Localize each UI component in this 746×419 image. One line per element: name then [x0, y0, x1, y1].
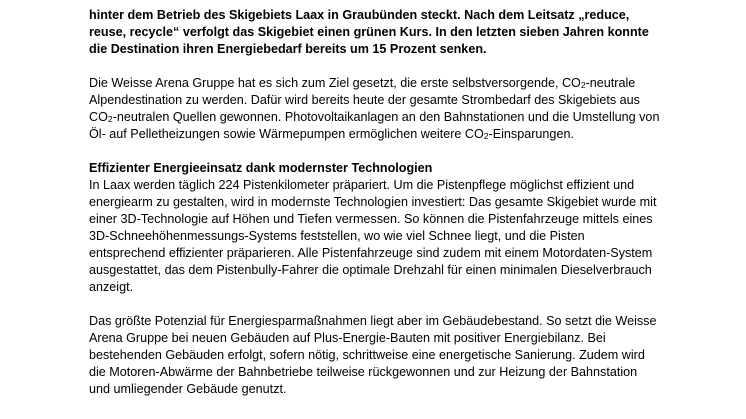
subscript: 2	[580, 80, 586, 90]
subscript: 2	[107, 114, 113, 124]
intro-line: reuse, recycle“ verfolgt das Skigebiet einen grünen Kurs. In den letzten sieben Jahren konnte	[89, 25, 649, 39]
paragraph-line: ausgestattet, das dem Pistenbully-Fahrer die optimale Drehzahl für einen minimalen Dieselverbrauch	[89, 263, 652, 277]
text-run: CO	[89, 110, 108, 124]
paragraph-line: einer 3D-Technologie auf Höhen und Tiefen vermessen. So können die Pistenfahrzeuge mittels eines	[89, 212, 653, 226]
intro-line: die Destination ihren Energiebedarf bereits um 15 Prozent senken.	[89, 42, 487, 56]
paragraph-line: Alpendestination zu werden. Dafür wird bereits heute der gesamte Strombedarf des Skigebiets aus	[89, 93, 640, 107]
subscript: 2	[483, 131, 489, 141]
paragraph-line: 3D-Schneehöhenmessungs-Systems feststellen, wo wie viel Schnee liegt, und die Pisten	[89, 229, 585, 243]
paragraph-line: die Motoren-Abwärme der Bahnbetriebe teilweise rückgewonnen und zur Heizung der Bahnstation	[89, 365, 638, 379]
paragraph-line: Das größte Potenzial für Energiesparmaßnahmen liegt aber im Gebäudebestand. So setzt die Weisse	[89, 314, 657, 328]
section-heading: Effizienter Energieeinsatz dank modernster Technologien	[89, 161, 433, 175]
paragraph-line: energiearm zu gestalten, wird in modernste Technologien investiert: Das gesamte Skigebiet wurde mit	[89, 195, 657, 209]
text-run: Die Weisse Arena Gruppe hat es sich zum Ziel gesetzt, die erste selbstversorgende, CO	[89, 76, 581, 90]
paragraph-line: Arena Gruppe bei neuen Gebäuden auf Plus-Energie-Bauten mit positiver Energiebilanz. Bei	[89, 331, 606, 345]
text-run: Öl- auf Pelletheizungen sowie Wärmepumpen ermöglichen weitere CO	[89, 127, 484, 141]
intro-line: hinter dem Betrieb des Skigebiets Laax in Graubünden steckt. Nach dem Leitsatz „reduce,	[89, 8, 630, 22]
paragraph-line	[89, 126, 574, 145]
text-run: -neutrale	[585, 76, 636, 90]
paragraph-line: und umliegender Gebäude genutzt.	[89, 382, 287, 396]
paragraph-line: anzeigt.	[89, 280, 134, 294]
paragraph-line: In Laax werden täglich 224 Pistenkilometer präpariert. Um die Pistenpflege möglichst effizient und	[89, 178, 635, 192]
text-run: -Einsparungen.	[488, 127, 574, 141]
paragraph-line: bestehenden Gebäuden erfolgt, sofern nötig, schrittweise eine energetische Sanierung. Zudem wird	[89, 348, 645, 362]
paragraph-line: entsprechend effizienter präparieren. Alle Pistenfahrzeuge sind zudem mit einem Motordaten-System	[89, 246, 653, 260]
text-run: -neutralen Quellen gewonnen. Photovoltaikanlagen an den Bahnstationen und die Umstellung von	[112, 110, 660, 124]
